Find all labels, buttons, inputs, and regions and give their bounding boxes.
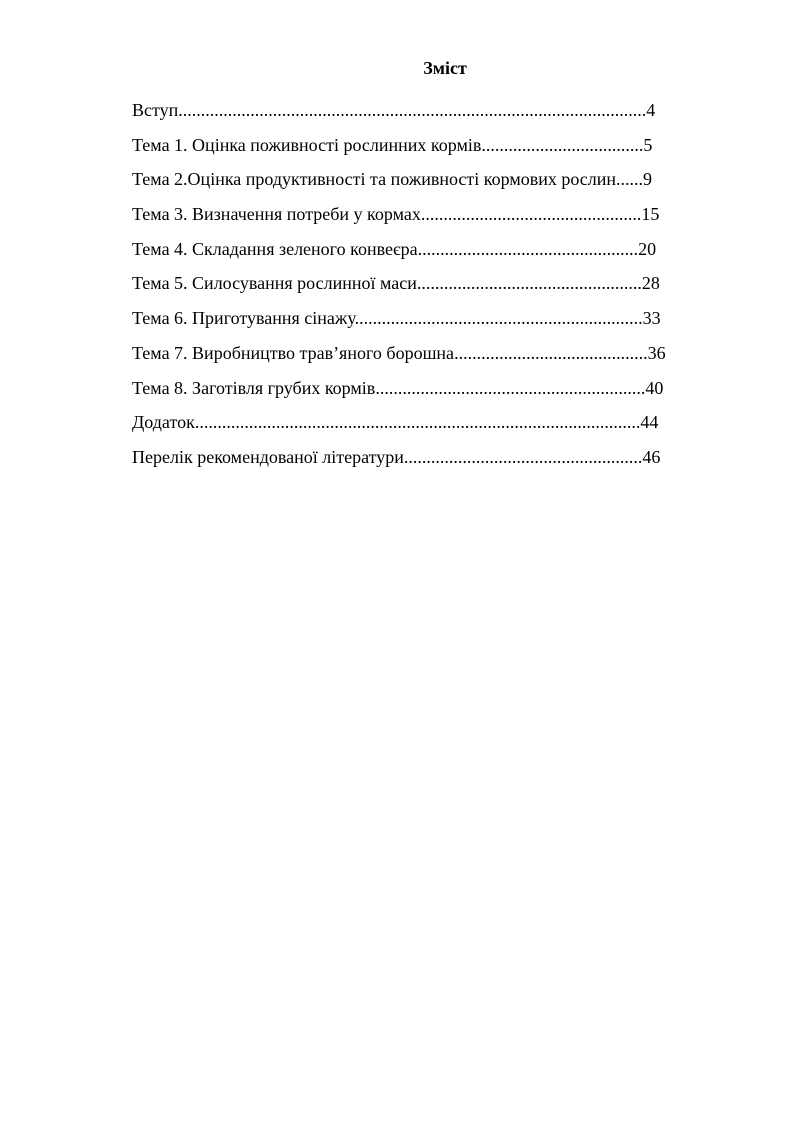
toc-entry-title: Додаток — [132, 412, 195, 433]
toc-entry-leader: ............................................................ — [375, 377, 646, 398]
toc-entry — [132, 446, 712, 481]
toc-entry-leader: ................................................................ — [354, 308, 643, 329]
table-of-contents — [132, 99, 712, 481]
toc-entry-title: Тема 7. Виробництво трав’яного борошна — [132, 342, 455, 363]
toc-entry-page-number: 46 — [642, 446, 661, 467]
toc-entry-leader: .................................... — [481, 134, 644, 155]
toc-entry — [132, 342, 712, 377]
toc-entry — [132, 99, 712, 134]
toc-entry-title: Перелік рекомендованої літератури — [132, 446, 404, 467]
toc-entry-title: Тема 3. Визначення потреби у кормах — [132, 204, 421, 225]
toc-entry-page-number: 5 — [643, 134, 653, 155]
toc-entry-title: Вступ — [132, 100, 179, 120]
toc-entry-leader: ..................................................... — [403, 446, 643, 467]
toc-entry-leader: ........................................... — [454, 342, 648, 363]
page-title: Зміст — [423, 58, 467, 78]
toc-entry-leader: ........................................................................................................ — [178, 100, 647, 120]
toc-entry-title: Тема 5. Силосування рослинної маси — [132, 273, 417, 294]
toc-entry-title: Тема 8. Заготівля грубих кормів — [132, 377, 376, 398]
toc-entry-title: Тема 4. Складання зеленого конвеєра — [132, 238, 418, 259]
toc-entry-page-number: 44 — [640, 412, 659, 433]
toc-entry-page-number: 15 — [641, 204, 660, 225]
toc-entry-page-number: 9 — [643, 169, 653, 190]
toc-entry — [132, 203, 712, 238]
toc-entry-leader: .................................................. — [416, 273, 642, 294]
toc-entry-leader: ...... — [616, 169, 644, 190]
toc-entry — [132, 272, 712, 307]
toc-entry-page-number: 36 — [647, 342, 666, 363]
toc-entry — [132, 168, 712, 203]
toc-entry-title: Тема 1. Оцінка поживності рослинних кормів — [132, 134, 482, 155]
toc-entry-title: Тема 2.Оцінка продуктивності та поживності кормових рослин — [132, 169, 617, 190]
toc-entry — [132, 411, 712, 446]
toc-entry-page-number: 20 — [638, 238, 657, 259]
toc-entry-page-number: 28 — [641, 273, 660, 294]
toc-entry-leader: ................................................. — [417, 238, 639, 259]
toc-entry-page-number: 4 — [646, 100, 656, 120]
toc-entry-page-number: 40 — [645, 377, 664, 398]
toc-entry — [132, 307, 712, 342]
toc-entry — [132, 134, 712, 169]
toc-entry-page-number: 33 — [642, 308, 661, 329]
toc-entry-title: Тема 6. Приготування сінажу — [132, 308, 355, 329]
toc-entry-leader: ................................................. — [420, 204, 642, 225]
toc-entry-leader: ................................................................................................... — [194, 412, 641, 433]
toc-entry — [132, 238, 712, 273]
toc-entry — [132, 377, 712, 412]
